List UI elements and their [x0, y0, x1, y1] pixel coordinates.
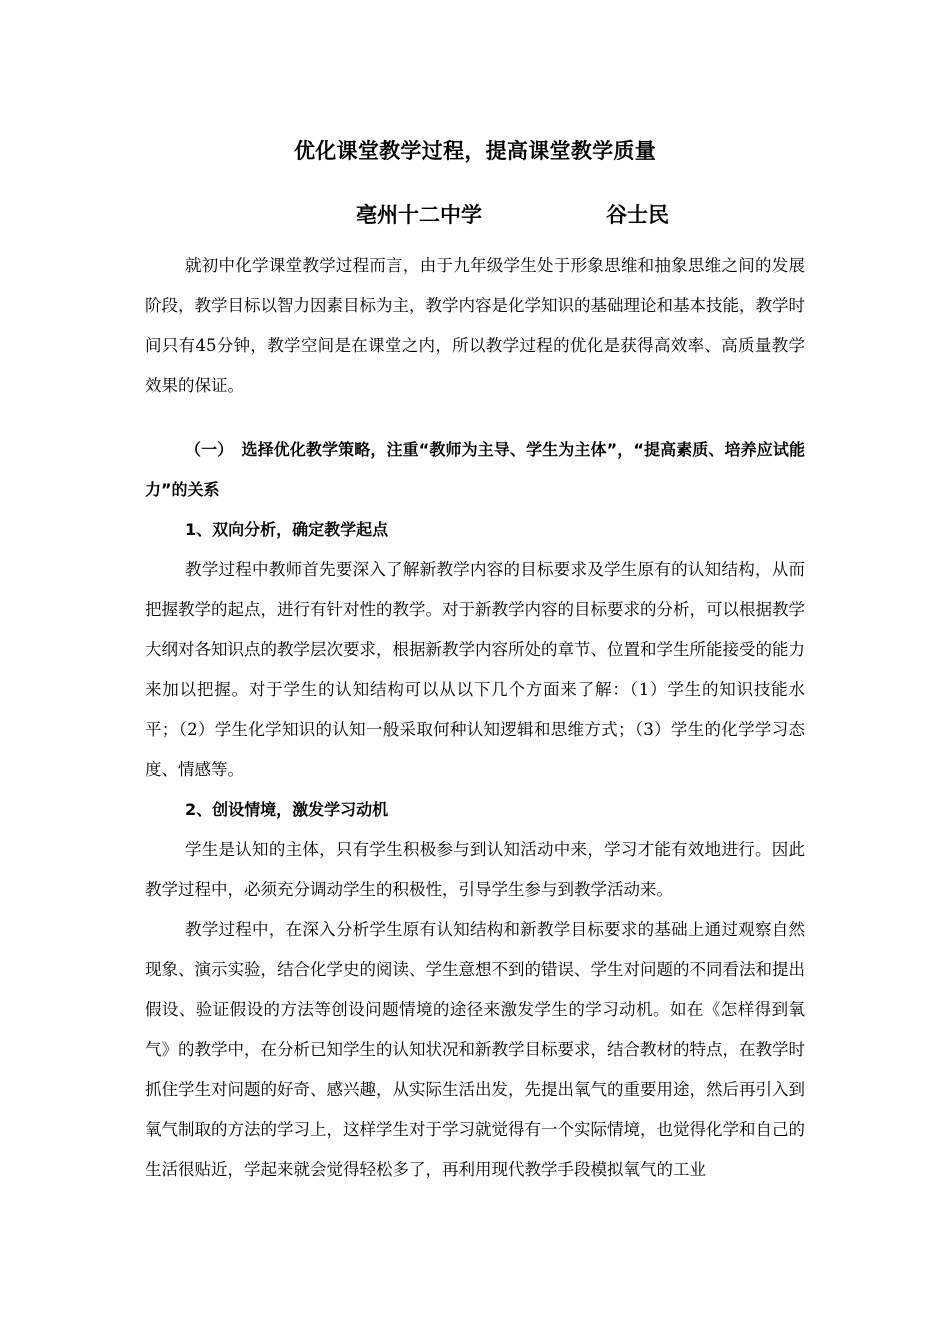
author-line: [0, 200, 950, 230]
section-heading: （一） 选择优化教学策略，注重“教师为主导、学生为主体”，“提高素质、培养应试能力”的关系: [145, 440, 805, 499]
section-one-block: [145, 430, 805, 1190]
school-name: 亳州十二中学: [356, 203, 482, 227]
intro-paragraph: 就初中化学课堂教学过程而言，由于九年级学生处于形象思维和抽象思维之间的发展阶段，教学目标以智力因素目标为主，教学内容是化学知识的基础理论和基本技能，教学时间只有45分钟，教学空间是在课堂之内，所以教学过程的优化是获得高效率、高质量教学效果的保证。: [145, 256, 805, 395]
author-name: 谷士民: [606, 203, 669, 227]
intro-block: [145, 246, 805, 406]
subsection-paragraph-2b: 教学过程中，在深入分析学生原有认知结构和新教学目标要求的基础上通过观察自然现象、演示实验，结合化学史的阅读、学生意想不到的错误、学生对问题的不同看法和提出假设、验证假设的方法等创设问题情境的途径来激发学生的学习动机。如在《怎样得到氧气》的教学中，在分析已知学生的认知状况和新教学目标要求，结合教材的特点，在教学时抓住学生对问题的好奇、感兴趣，从实际生活出发，先提出氧气的重要用途，然后再引入到氧气制取的方法的学习上，这样学生对于学习就觉得有一个实际情境，也觉得化学和自己的生活很贴近，学起来就会觉得轻松多了，再利用现代教学手段模拟氧气的工业: [145, 920, 805, 1179]
subsection-heading-1: 1、双向分析，确定教学起点: [185, 520, 389, 539]
document-title: 优化课堂教学过程，提高课堂教学质量: [293, 139, 657, 163]
subsection-paragraph-1: 教学过程中教师首先要深入了解新教学内容的目标要求及学生原有的认知结构，从而把握教学的起点，进行有针对性的教学。对于新教学内容的目标要求的分析，可以根据教学大纲对各知识点的教学层次要求，根据新教学内容所处的章节、位置和学生所能接受的能力来加以把握。对于学生的认知结构可以从以下几个方面来了解：（1）学生的知识技能水平；（2）学生化学知识的认知一般采取何种认知逻辑和思维方式；（3）学生的化学学习态度、情感等。: [145, 560, 805, 779]
subsection-paragraph-2a: 学生是认知的主体，只有学生积极参与到认知活动中来，学习才能有效地进行。因此教学过程中，必须充分调动学生的积极性，引导学生参与到教学活动来。: [145, 840, 805, 899]
subsection-heading-2: 2、创设情境，激发学习动机: [185, 800, 389, 819]
